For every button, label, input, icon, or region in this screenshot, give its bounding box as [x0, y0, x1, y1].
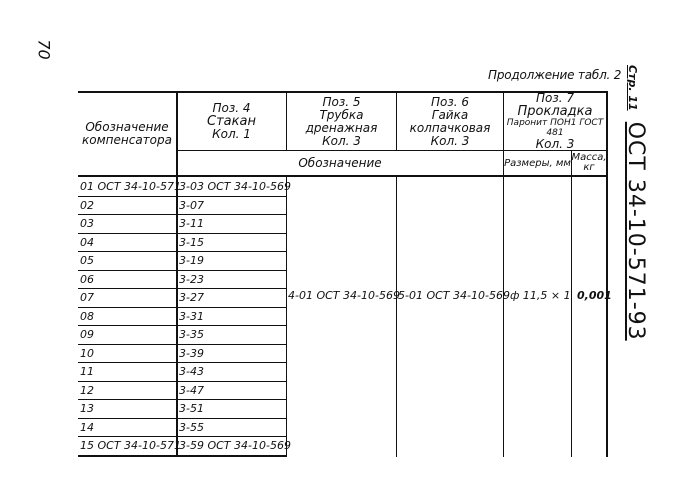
row-stakan: 3-03 ОСТ 34-10-569: [179, 180, 291, 193]
row-code: 04: [80, 235, 94, 249]
row-stakan: 3-35: [179, 328, 204, 341]
row-code: 02: [80, 198, 94, 212]
gasket-mass: 0,001: [577, 289, 612, 302]
row-separator: [78, 233, 286, 234]
row-separator: [78, 307, 286, 308]
row-code: 10: [80, 346, 94, 360]
header-pos7: Поз. 7 Прокладка Паронит ПОН1 ГОСТ 481 Кол. 3: [506, 91, 604, 151]
row-stakan: 3-19: [179, 254, 204, 267]
header-designation: Обозначение: [298, 155, 382, 170]
row-separator: [78, 344, 286, 345]
row-code: 01 ОСТ 34-10-571: [80, 180, 181, 193]
row-code: 12: [80, 383, 94, 397]
row-separator: [78, 288, 286, 289]
row-stakan: 3-11: [179, 217, 204, 230]
row-stakan: 3-27: [179, 291, 204, 304]
row-separator: [78, 196, 286, 197]
row-separator: [78, 436, 286, 437]
header-sizes: Размеры, мм: [504, 157, 571, 169]
row-separator: [78, 399, 286, 400]
row-stakan: 3-59 ОСТ 34-10-569: [179, 439, 291, 452]
row-stakan: 3-43: [179, 365, 204, 378]
tube-designation: 4-01 ОСТ 34-10-569: [288, 289, 400, 302]
header-pos6: Поз. 6 Гайка колпачковая Кол. 3: [409, 94, 491, 148]
row-stakan: 3-23: [179, 272, 204, 286]
continuation-label: Продолжение табл. 2: [488, 68, 622, 82]
row-stakan: 3-31: [179, 309, 204, 323]
stamp-code: ОСТ 34-10-571-93: [623, 121, 648, 341]
nut-designation: 5-01 ОСТ 34-10-569: [398, 289, 510, 302]
row-separator: [78, 251, 286, 252]
row-code: 15 ОСТ 34-10-571: [80, 439, 181, 452]
row-code: 13: [80, 402, 94, 415]
row-stakan: 3-47: [179, 383, 204, 397]
row-separator: [78, 214, 286, 215]
row-code: 14: [80, 420, 94, 434]
header-pos4: Поз. 4 Стакан Кол. 1: [207, 101, 256, 141]
row-separator: [78, 418, 286, 419]
row-stakan: 3-51: [179, 402, 204, 415]
row-stakan: 3-07: [179, 198, 204, 212]
row-stakan: 3-15: [179, 235, 204, 249]
row-separator: [78, 362, 286, 363]
row-code: 08: [80, 309, 94, 323]
row-stakan: 3-39: [179, 346, 204, 360]
component-table: [78, 91, 612, 457]
row-code: 11: [80, 365, 94, 378]
stamp-page: Стр. 11: [626, 65, 639, 111]
row-code: 07: [80, 291, 94, 304]
row-code: 03: [80, 217, 94, 230]
row-separator: [78, 325, 286, 326]
gasket-size: ф 11,5 × 1: [510, 289, 571, 302]
row-code: 09: [80, 328, 94, 341]
header-mass: Масса, кг: [571, 152, 607, 173]
row-code: 05: [80, 254, 94, 267]
row-separator: [78, 381, 286, 382]
page-number: 70: [34, 39, 54, 60]
row-stakan: 3-55: [179, 420, 204, 434]
row-code: 06: [80, 272, 94, 286]
header-pos5: Поз. 5 Трубка дренажная Кол. 3: [305, 94, 378, 148]
row-separator: [78, 270, 286, 271]
header-designation-compensator: Обозначение компенсатора: [82, 120, 172, 147]
